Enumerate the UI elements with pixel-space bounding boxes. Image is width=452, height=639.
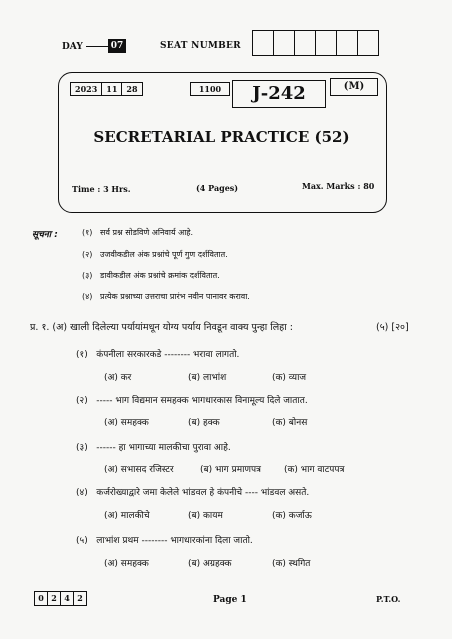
exam-date [70, 82, 143, 96]
instruction-item: (२) उजवीकडील अंक प्रश्नांचे पूर्ण गुण दर्शवितात. [82, 250, 228, 259]
instruction-item: (१) सर्व प्रश्न सोडविणे अनिवार्य आहे. [82, 228, 194, 237]
option: (ब) भाग प्रमाणपत्र [200, 465, 262, 475]
option: (अ) समहक्क [104, 418, 149, 428]
option: (क) कर्जाऊ [272, 511, 312, 521]
code-digit: 2 [47, 591, 61, 606]
seat-box[interactable] [357, 30, 379, 56]
page-number: Page 1 [213, 595, 247, 605]
option: (क) भाग वाटपपत्र [284, 465, 345, 475]
code-digit: 2 [73, 591, 87, 606]
option: (अ) मालकीचे [104, 511, 150, 521]
code-digit: 4 [60, 591, 74, 606]
option: (अ) सभासद रजिस्टर [104, 465, 174, 475]
sub-question: (३) ------ हा भागाच्या मालकीचा पुरावा आहे. [76, 443, 231, 453]
seat-box[interactable] [294, 30, 316, 56]
option: (ब) कायम [188, 511, 223, 521]
option: (क) व्याज [272, 373, 307, 383]
instruction-item: (४) प्रत्येक प्रश्नाच्या उत्तराचा प्रारंभ नवीन पानावर करावा. [82, 292, 250, 301]
seat-number-boxes[interactable] [252, 30, 378, 56]
sub-question: (४) कर्जरोख्याद्वारे जमा केलेले भांडवल हे कंपनीचे ---- भांडवल असते. [76, 488, 310, 498]
max-marks: Max. Marks : 80 [302, 181, 375, 191]
date-year: 2023 [71, 83, 102, 95]
paper-title: SECRETARIAL PRACTICE (52) [93, 128, 350, 146]
option: (अ) कर [104, 373, 132, 383]
day-value: 07 [108, 39, 126, 53]
date-day: 28 [126, 84, 138, 94]
seat-box[interactable] [252, 30, 274, 56]
pto-label: P.T.O. [376, 594, 401, 604]
day-label: DAY [62, 42, 83, 52]
option: (क) स्थगित [272, 559, 311, 569]
sub-question: (५) लाभांश प्रथम -------- भागधारकांना दिला जातो. [76, 536, 253, 546]
footer-code [34, 591, 86, 606]
sub-question: (१) कंपनीला सरकारकडे -------- भरावा लागतो. [76, 350, 240, 360]
instructions-label: सूचना : [32, 230, 58, 240]
page-count: (4 Pages) [196, 183, 239, 193]
seat-box[interactable] [273, 30, 295, 56]
date-month: 11 [102, 83, 122, 95]
option: (ब) अग्रहक्क [188, 559, 232, 569]
option: (ब) हक्क [188, 418, 220, 428]
code-digit: 0 [34, 591, 48, 606]
option: (क) बोनस [272, 418, 308, 428]
question-1-marks: (५) [२०] [376, 322, 409, 333]
seat-box[interactable] [315, 30, 337, 56]
instruction-item: (३) डावीकडील अंक प्रश्नांचे क्रमांक दर्शवितात. [82, 271, 220, 280]
day-arrow [86, 46, 108, 47]
time-allowed: Time : 3 Hrs. [72, 184, 131, 194]
medium-badge: (M) [330, 78, 378, 96]
question-1-heading: प्र. १. (अ) खाली दिलेल्या पर्यायांमधून योग्य पर्याय निवडून वाक्य पुन्हा लिहा : [30, 322, 293, 333]
sub-question: (२) ----- भाग विद्यमान समहक्क भागधारकास विनामूल्य दिले जातात. [76, 396, 308, 406]
paper-number: 1100 [190, 82, 230, 96]
option: (ब) लाभांश [188, 373, 227, 383]
seat-box[interactable] [336, 30, 358, 56]
paper-code: J-242 [232, 80, 326, 108]
seat-number-label: SEAT NUMBER [160, 41, 241, 51]
option: (अ) समहक्क [104, 559, 149, 569]
